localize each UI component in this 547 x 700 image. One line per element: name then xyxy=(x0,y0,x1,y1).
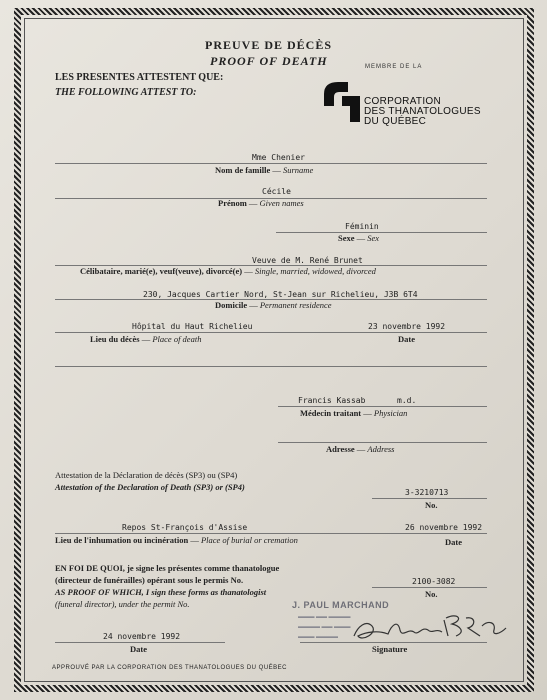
physician-value: Francis Kassab xyxy=(298,396,366,405)
burial-place-value: Repos St-François d'Assise xyxy=(122,523,248,532)
place-of-death-label: Lieu du décès — Place of death xyxy=(90,334,202,344)
stamp-address-icon-2: ▬▬▬▬ ▬▬ ▬▬▬ xyxy=(298,624,351,630)
signature-date-line xyxy=(55,642,225,643)
surname-value: Mme Chenier xyxy=(252,153,305,162)
residence-label: Domicile — Permanent residence xyxy=(215,300,332,310)
sex-label-en: Sex xyxy=(367,233,380,243)
date-of-death-label: Date xyxy=(398,334,415,344)
signature-statement-fr-1-text: EN FOI DE QUOI, je signe les présentes comme thanatologue xyxy=(55,563,280,573)
date-of-death-value: 23 novembre 1992 xyxy=(368,322,446,331)
burial-line xyxy=(55,533,487,534)
physician-line xyxy=(278,406,487,407)
sex-value: Féminin xyxy=(345,222,379,231)
declaration-number-label: No. xyxy=(425,500,438,510)
declaration-text-fr: Attestation de la Déclaration de décès (SP3) ou (SP4) xyxy=(55,470,238,480)
surname-label: Nom de famille — Surname xyxy=(215,165,314,175)
signature-statement-en-2: (funeral director), under the permit No. xyxy=(55,599,190,609)
corporation-name xyxy=(364,97,481,127)
physician-address-label-fr: Adresse xyxy=(326,444,355,454)
surname-line xyxy=(55,163,487,164)
funeral-director-stamp: J. PAUL MARCHAND xyxy=(292,600,390,610)
corporation-line-3: DU QUÉBEC xyxy=(364,116,427,127)
marital-status-label: Célibataire, marié(e), veuf(veuve), divorcé(e) — Single, married, widowed, divorced xyxy=(80,266,376,276)
physician-label-en: Physician xyxy=(373,408,408,418)
physician-suffix: m.d. xyxy=(397,396,417,405)
attest-fr: LES PRESENTES ATTESTENT QUE: xyxy=(55,72,224,83)
sex-label-fr: Sexe xyxy=(338,233,355,243)
declaration-number-line xyxy=(372,498,487,499)
physician-address-label: Adresse — Address xyxy=(326,444,395,454)
sex-line xyxy=(276,232,487,233)
given-names-label: Prénom — Given names xyxy=(218,198,304,208)
place-of-death-label-fr: Lieu du décès xyxy=(90,334,140,344)
burial-place-label: Lieu de l'inhumation ou incinération — Place of burial or cremation xyxy=(55,535,298,545)
signature-statement-fr-2: (directeur de funérailles) opérant sous le permis No. xyxy=(55,575,244,585)
permit-number-value: 2100-3082 xyxy=(412,577,456,586)
burial-date-value: 26 novembre 1992 xyxy=(405,523,483,532)
sex-label: Sexe — Sex xyxy=(338,233,380,243)
marital-status-label-en: Single, married, widowed, divorced xyxy=(254,266,376,276)
signature-date-label: Date xyxy=(130,644,147,654)
corporation-line-2: DES THANATOLOGUES xyxy=(364,106,481,117)
signature-statement-en-1: AS PROOF OF WHICH, I sign these forms as thanatologist xyxy=(55,587,267,597)
signature-statement-fr-1 xyxy=(55,563,279,573)
blank-line xyxy=(55,366,487,367)
burial-place-label-fr: Lieu de l'inhumation ou incinération xyxy=(55,535,189,545)
declaration-text-en: Attestation of the Declaration of Death (SP3) or (SP4) xyxy=(55,482,245,492)
attest-en: THE FOLLOWING ATTEST TO: xyxy=(55,87,197,98)
physician-address-label-en: Address xyxy=(367,444,395,454)
member-of-label: MEMBRE DE LA xyxy=(365,64,423,70)
physician-address-line xyxy=(278,442,487,443)
corporation-logo-icon xyxy=(322,80,362,124)
declaration-number-value: 3-3210713 xyxy=(405,488,449,497)
signature-line xyxy=(300,642,487,643)
marital-status-value: Veuve de M. René Brunet xyxy=(252,256,363,265)
residence-label-en: Permanent residence xyxy=(259,300,332,310)
signature-date-value: 24 novembre 1992 xyxy=(103,632,181,641)
surname-label-fr: Nom de famille xyxy=(215,165,271,175)
stamp-phone-icon: ▬▬▬ ▬▬▬▬ xyxy=(298,634,339,640)
surname-label-en: Surname xyxy=(283,165,314,175)
death-line xyxy=(55,332,487,333)
given-names-value: Cécile xyxy=(262,187,291,196)
place-of-death-label-en: Place of death xyxy=(152,334,202,344)
residence-label-fr: Domicile xyxy=(215,300,248,310)
title-en: PROOF OF DEATH xyxy=(210,54,328,68)
title-fr: PREUVE DE DÉCÈS xyxy=(205,38,333,52)
stamp-address-icon: ▬▬▬ ▬▬ ▬▬▬▬ xyxy=(298,614,351,620)
permit-number-line xyxy=(372,587,487,588)
corporation-line-1: CORPORATION xyxy=(364,96,442,107)
place-of-death-value: Hôpital du Haut Richelieu xyxy=(132,322,253,331)
burial-place-label-en: Place of burial or cremation xyxy=(200,535,298,545)
signature-label: Signature xyxy=(372,644,408,654)
residence-value: 230, Jacques Cartier Nord, St-Jean sur Richelieu, J3B 6T4 xyxy=(143,290,418,299)
approval-footer: APPROUVÉ PAR LA CORPORATION DES THANATOLOGUES DU QUÉBEC xyxy=(52,665,287,671)
given-names-label-fr: Prénom xyxy=(218,198,247,208)
permit-number-label: No. xyxy=(425,589,438,599)
given-names-label-en: Given names xyxy=(259,198,304,208)
marital-status-label-fr: Célibataire, marié(e), veuf(veuve), divorcé(e) xyxy=(80,266,243,276)
physician-label: Médecin traitant — Physician xyxy=(300,408,408,418)
physician-label-fr: Médecin traitant xyxy=(300,408,362,418)
burial-date-label: Date xyxy=(445,537,462,547)
